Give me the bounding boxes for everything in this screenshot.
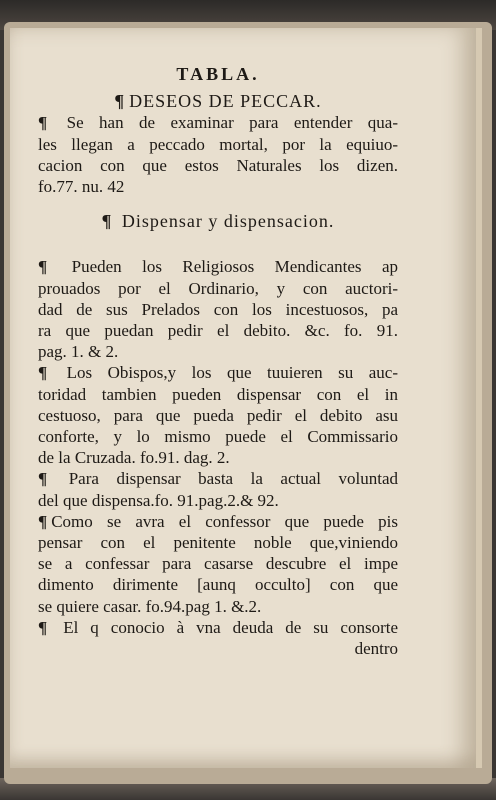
entry-line: de la Cruzada. fo.91. dag. 2. — [38, 448, 230, 468]
entry-line: dimento dirimente [aunq occulto] con que — [38, 575, 398, 595]
entry-line: pensar con el penitente noble que,viniendo — [38, 533, 398, 553]
entry-line: ¶ Pueden los Religiosos Mendicantes ap — [38, 257, 399, 277]
page-text — [38, 64, 398, 659]
entry-line: conforte, y lo mismo puede el Commissario — [38, 427, 398, 447]
entry-line: ¶ El q conocio à vna deuda de su consorte — [38, 617, 399, 637]
entry-line: prouados por el Ordinario, y con auctori- — [38, 278, 398, 298]
pilcrow-icon: ¶ — [114, 91, 126, 112]
catchword: dentro — [354, 639, 398, 659]
entry-line: del que dispensa.fo. 91.pag.2.& 92. — [38, 490, 279, 510]
page-title: TABLA. — [176, 64, 260, 84]
entry-line: ¶ Se han de examinar para entender qua- — [38, 113, 398, 133]
entry-line: les llegan a peccado mortal, por la equiuo- — [38, 134, 398, 154]
entry-line: ¶ Para dispensar basta la actual voluntad — [38, 469, 399, 489]
entry-line: toridad tambien pueden dispensar con el in — [38, 384, 398, 404]
section-heading-dispensar: ¶ Dispensar y dispensacion. — [101, 211, 335, 232]
entry-line: se quiere casar. fo.94.pag 1. &.2. — [38, 596, 262, 616]
entry-line: ¶ Los Obispos,y los que tuuieren su auc- — [38, 363, 398, 383]
entry-line: ra que puedan pedir el debito. &c. fo. 91. — [38, 321, 398, 341]
entry-line: se a confessar para casarse descubre el impe — [38, 554, 398, 574]
entry-line: cacion con que estos Naturales los dizen. — [38, 155, 398, 175]
entry-line: pag. 1. & 2. — [38, 342, 119, 362]
entry-line: cestuoso, para que pueda pedir el debito asu — [38, 405, 398, 425]
pilcrow-icon: ¶ — [38, 113, 48, 133]
entry-line: dad de sus Prelados con los incestuosos, pa — [38, 299, 398, 319]
pilcrow-icon: ¶ — [101, 211, 113, 232]
section-heading-deseos: ¶ DESEOS DE PECCAR. — [114, 91, 322, 112]
entry-line: fo.77. nu. 42 — [38, 177, 125, 197]
pilcrow-icon: ¶ — [38, 363, 48, 383]
pilcrow-icon: ¶ — [38, 617, 48, 637]
book-page — [10, 28, 482, 768]
pilcrow-icon: ¶ — [38, 469, 48, 489]
pilcrow-icon: ¶ — [38, 257, 48, 277]
pilcrow-icon: ¶ — [38, 511, 48, 531]
entry-line: ¶ Como se avra el confessor que puede pis — [38, 511, 398, 531]
